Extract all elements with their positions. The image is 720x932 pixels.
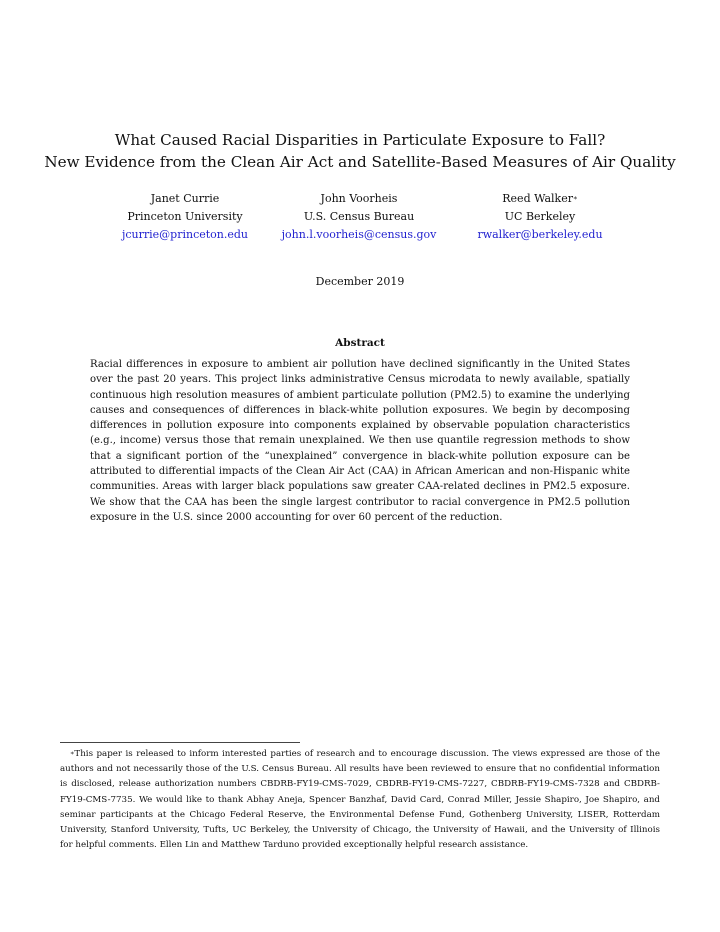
footnote-mark: ∗	[70, 749, 75, 757]
author-block	[0, 190, 720, 250]
paper-title-line-2: New Evidence from the Clean Air Act and Satellite-Based Measures of Air Quality	[44, 153, 676, 171]
author-affiliation: U.S. Census Bureau	[303, 210, 415, 223]
paper-title-line-1: What Caused Racial Disparities in Particulate Exposure to Fall?	[114, 131, 606, 149]
footnote	[60, 747, 660, 853]
author-name: Reed Walker	[502, 192, 573, 205]
author-affiliation: UC Berkeley	[504, 210, 576, 223]
footnote-text: This paper is released to inform interested parties of research and to encourage discussion. The views expressed are those of the authors and not necessarily those of the U.S. Census Bureau. All results have been reviewed to ensure that no confidential information is disclosed, release authorization numbers CBDRB-FY19-CMS-7029, CBDRB-FY19-CMS-7227, CBDRB-FY19-CMS-7328 and CBDRB-FY19-CMS-7735. We would like to thank Abhay Aneja, Spencer Banzhaf, David Card, Conrad Miller, Jessie Shapiro, Joe Shapiro, and seminar participants at the Chicago Federal Reserve, the Environmental Defense Fund, Gothenberg University, LISER, Rotterdam University, Stanford University, Tufts, UC Berkeley, the University of Chicago, the University of Hawaii, and the University of Illinois for helpful comments. Ellen Lin and Matthew Tarduno provided exceptionally helpful research assistance.	[60, 749, 660, 851]
author-name: Janet Currie	[150, 192, 220, 205]
abstract-heading: Abstract	[335, 337, 385, 349]
author-voorheis	[282, 190, 437, 244]
author-email-link[interactable]: rwalker@berkeley.edu	[477, 228, 603, 241]
author-email-link[interactable]: jcurrie@princeton.edu	[121, 228, 249, 241]
footnote-divider	[60, 742, 300, 743]
paper-date: December 2019	[315, 275, 405, 288]
author-name: John Voorheis	[320, 192, 398, 205]
author-walker	[477, 190, 602, 244]
abstract-body: Racial differences in exposure to ambient air pollution have declined significantly in the United States over the past 20 years. This project links administrative Census microdata to newly available, spatially continuous high resolution measures of ambient particulate pollution (PM2.5) to examine the underlying causes and consequences of differences in black-white pollution exposures. We begin by decomposing differences in pollution exposure into components explained by observable population characteristics (e.g., income) versus those that remain unexplained. We then use quantile regression methods to show that a significant portion of the “unexplained” convergence in black-white pollution exposure can be attributed to differential impacts of the Clean Air Act (CAA) in African American and non-Hispanic white communities. Areas with larger black populations saw greater CAA-related declines in PM2.5 exposure. We show that the CAA has been the single largest contributor to racial convergence in PM2.5 pollution exposure in the U.S. since 2000 accounting for over 60 percent of the reduction.	[90, 359, 630, 523]
author-email-link[interactable]: john.l.voorheis@census.gov	[281, 228, 437, 241]
author-affiliation: Princeton University	[127, 210, 243, 223]
author-currie	[122, 190, 248, 244]
footnote-marker[interactable]: ∗	[572, 194, 578, 202]
